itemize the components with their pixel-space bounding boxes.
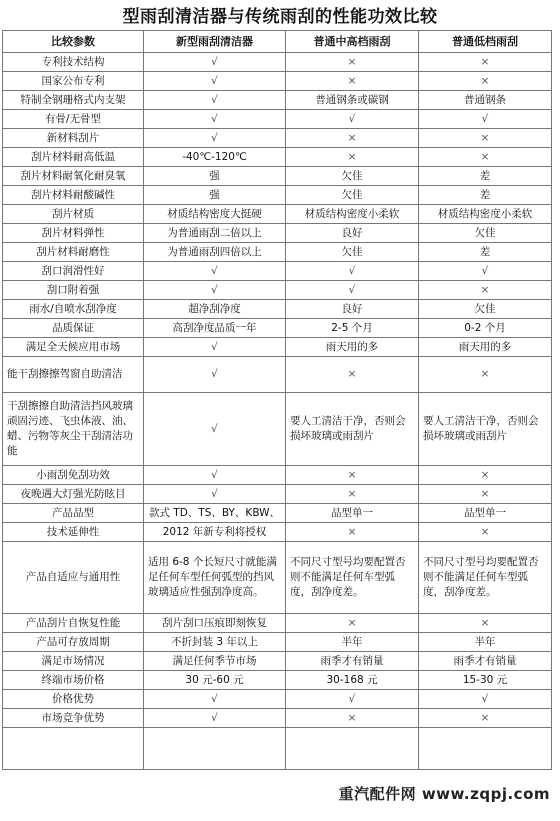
mid-high-wiper-cell: 2-5 个月 [286,319,419,338]
low-wiper-cell: 雨季才有销量 [419,652,552,671]
low-wiper-cell: 0-2 个月 [419,319,552,338]
parameter-cell: 价格优势 [3,690,144,709]
parameter-cell: 产品刮片自恢复性能 [3,614,144,633]
parameter-cell: 刮片材料耐氧化耐臭氧 [3,167,144,186]
new-wiper-cell: 超净刮净度 [144,300,286,319]
low-wiper-cell: 要人工清洁干净，否则会损坏玻璃或雨刮片 [419,393,552,466]
table-row [3,205,552,224]
parameter-cell: 能干刮擦擦驾窗自助清洁 [3,357,144,393]
mid-high-wiper-cell: 欠佳 [286,186,419,205]
table-row [3,466,552,485]
new-wiper-cell: 为普通雨刮二倍以上 [144,224,286,243]
mid-high-wiper-cell: 普通钢条或碳钢 [286,91,419,110]
low-wiper-cell: × [419,281,552,300]
table-row [3,614,552,633]
new-wiper-cell: 30 元-60 元 [144,671,286,690]
parameter-cell: 品质保证 [3,319,144,338]
table-row [3,633,552,652]
parameter-cell: 刮片材料弹性 [3,224,144,243]
low-wiper-cell: 材质结构密度小柔软 [419,205,552,224]
mid-high-wiper-cell: 不同尺寸型号均要配置否则不能满足任何车型弧度，刮净度差。 [286,542,419,614]
table-row [3,91,552,110]
table-row [3,300,552,319]
low-wiper-cell: √ [419,110,552,129]
new-wiper-cell: √ [144,53,286,72]
page-title: 型雨刮清洁器与传统雨刮的性能功效比较 [122,7,438,27]
mid-high-wiper-cell: 半年 [286,633,419,652]
table-row [3,129,552,148]
parameter-cell: 专利技术结构 [3,53,144,72]
low-wiper-cell: 15-30 元 [419,671,552,690]
new-wiper-cell: √ [144,91,286,110]
new-wiper-cell: √ [144,281,286,300]
low-wiper-cell: 普通钢条 [419,91,552,110]
mid-high-wiper-cell: 良好 [286,224,419,243]
parameter-cell: 国家公布专利 [3,72,144,91]
parameter-cell: 有骨/无骨型 [3,110,144,129]
new-wiper-cell: √ [144,129,286,148]
table-row [3,224,552,243]
mid-high-wiper-cell: √ [286,262,419,281]
mid-high-wiper-cell: 良好 [286,300,419,319]
parameter-cell: 产品可存放周期 [3,633,144,652]
low-wiper-cell: × [419,357,552,393]
mid-high-wiper-cell: 品型单一 [286,504,419,523]
mid-high-wiper-cell: 要人工清洁干净，否则会损坏玻璃或雨刮片 [286,393,419,466]
parameter-cell: 刮片材料耐酸碱性 [3,186,144,205]
parameter-cell: 满足全天候应用市场 [3,338,144,357]
parameter-cell: 刮片材料耐高低温 [3,148,144,167]
table-row [3,485,552,504]
header-parameter: 比较参数 [3,31,144,53]
comparison-table [2,30,552,770]
new-wiper-cell: 2012 年新专利将授权 [144,523,286,542]
new-wiper-cell: 材质结构密度大挺硬 [144,205,286,224]
low-wiper-cell: × [419,148,552,167]
low-wiper-cell: × [419,72,552,91]
low-wiper-cell: 品型单一 [419,504,552,523]
mid-high-wiper-cell: 欠佳 [286,243,419,262]
table-row [3,243,552,262]
parameter-cell: 小雨刮免刮功效 [3,466,144,485]
mid-high-wiper-cell: × [286,148,419,167]
new-wiper-cell: √ [144,72,286,91]
low-wiper-cell: 差 [419,167,552,186]
mid-high-wiper-cell: × [286,72,419,91]
mid-high-wiper-cell: 欠佳 [286,167,419,186]
mid-high-wiper-cell: 雨季才有销量 [286,652,419,671]
table-row [3,393,552,466]
mid-high-wiper-cell: × [286,53,419,72]
low-wiper-cell: 不同尺寸型号均要配置否则不能满足任何车型弧度，刮净度差。 [419,542,552,614]
table-row [3,53,552,72]
mid-high-wiper-cell: 材质结构密度小柔软 [286,205,419,224]
mid-high-wiper-cell: √ [286,110,419,129]
parameter-cell: 雨水/自喷水刮净度 [3,300,144,319]
mid-high-wiper-cell: √ [286,690,419,709]
low-wiper-cell: √ [419,690,552,709]
table-row [3,72,552,91]
new-wiper-cell: 高刮净度品质一年 [144,319,286,338]
low-wiper-cell: × [419,485,552,504]
new-wiper-cell: 适用 6-8 个长短尺寸就能满足任何车型任何弧型的挡风玻璃适应性强刮净度高。 [144,542,286,614]
mid-high-wiper-cell: × [286,614,419,633]
table-row [3,542,552,614]
low-wiper-cell: 欠佳 [419,300,552,319]
low-wiper-cell: × [419,53,552,72]
parameter-cell: 产品品型 [3,504,144,523]
table-row [3,709,552,728]
new-wiper-cell: 款式 TD、TS、BY、KBW、 [144,504,286,523]
mid-high-wiper-cell: × [286,129,419,148]
new-wiper-cell: 满足任何季节市场 [144,652,286,671]
mid-high-wiper-cell: √ [286,281,419,300]
table-row [3,262,552,281]
low-wiper-cell: × [419,129,552,148]
table-row [3,319,552,338]
new-wiper-cell: √ [144,393,286,466]
new-wiper-cell: √ [144,110,286,129]
table-row [3,504,552,523]
parameter-cell: 夜晚遇大灯强光防眩目 [3,485,144,504]
parameter-cell: 市场竞争优势 [3,709,144,728]
table-row [3,652,552,671]
new-wiper-cell: 强 [144,167,286,186]
new-wiper-cell: 刮片刮口压痕即刻恢复 [144,614,286,633]
new-wiper-cell: -40℃-120℃ [144,148,286,167]
mid-high-wiper-cell: × [286,523,419,542]
parameter-cell: 技术延伸性 [3,523,144,542]
new-wiper-cell: √ [144,262,286,281]
new-wiper-cell: 为普通雨刮四倍以上 [144,243,286,262]
parameter-cell: 新材料刮片 [3,129,144,148]
table-row [3,523,552,542]
low-wiper-cell: √ [419,262,552,281]
mid-high-wiper-cell: × [286,485,419,504]
parameter-cell: 刮口润滑性好 [3,262,144,281]
mid-high-wiper-cell: × [286,709,419,728]
header-low-wiper: 普通低档雨刮 [419,31,552,53]
low-wiper-cell: × [419,709,552,728]
low-wiper-cell: 差 [419,186,552,205]
new-wiper-cell: 不折封装 3 年以上 [144,633,286,652]
parameter-cell: 满足市场情况 [3,652,144,671]
header-mid-high-wiper: 普通中高档雨刮 [286,31,419,53]
new-wiper-cell: √ [144,357,286,393]
new-wiper-cell: √ [144,338,286,357]
low-wiper-cell: 欠佳 [419,224,552,243]
new-wiper-cell: √ [144,709,286,728]
table-row [3,281,552,300]
parameter-cell: 刮口附着强 [3,281,144,300]
parameter-cell: 刮片材质 [3,205,144,224]
mid-high-wiper-cell: × [286,357,419,393]
header-new-wiper: 新型雨刮清洁器 [144,31,286,53]
table-row [3,338,552,357]
parameter-cell: 特制全钢珊格式内支架 [3,91,144,110]
table-header-row [3,31,552,53]
low-wiper-cell: × [419,614,552,633]
low-wiper-cell: 半年 [419,633,552,652]
low-wiper-cell: × [419,523,552,542]
parameter-cell: 干刮擦擦自助清洁挡风玻璃顽固污迹、飞虫体液、油、蜡、污物等灰尘干刮清洁功能 [3,393,144,466]
new-wiper-cell: √ [144,690,286,709]
mid-high-wiper-cell: 30-168 元 [286,671,419,690]
parameter-cell: 刮片材料耐磨性 [3,243,144,262]
new-wiper-cell: √ [144,485,286,504]
low-wiper-cell: 差 [419,243,552,262]
parameter-cell: 产品自适应与通用性 [3,542,144,614]
table-body [3,53,552,770]
table-row [3,690,552,709]
mid-high-wiper-cell [286,728,419,770]
table-row [3,186,552,205]
low-wiper-cell [419,728,552,770]
low-wiper-cell: 雨天用的多 [419,338,552,357]
table-row [3,357,552,393]
mid-high-wiper-cell: × [286,466,419,485]
new-wiper-cell: √ [144,466,286,485]
mid-high-wiper-cell: 雨天用的多 [286,338,419,357]
low-wiper-cell: × [419,466,552,485]
parameter-cell: 终端市场价格 [3,671,144,690]
table-row [3,167,552,186]
parameter-cell [3,728,144,770]
table-row [3,671,552,690]
table-row [3,728,552,770]
table-row [3,110,552,129]
watermark: 重汽配件网 www.zqpj.com [338,785,550,803]
new-wiper-cell: 强 [144,186,286,205]
new-wiper-cell [144,728,286,770]
table-row [3,148,552,167]
